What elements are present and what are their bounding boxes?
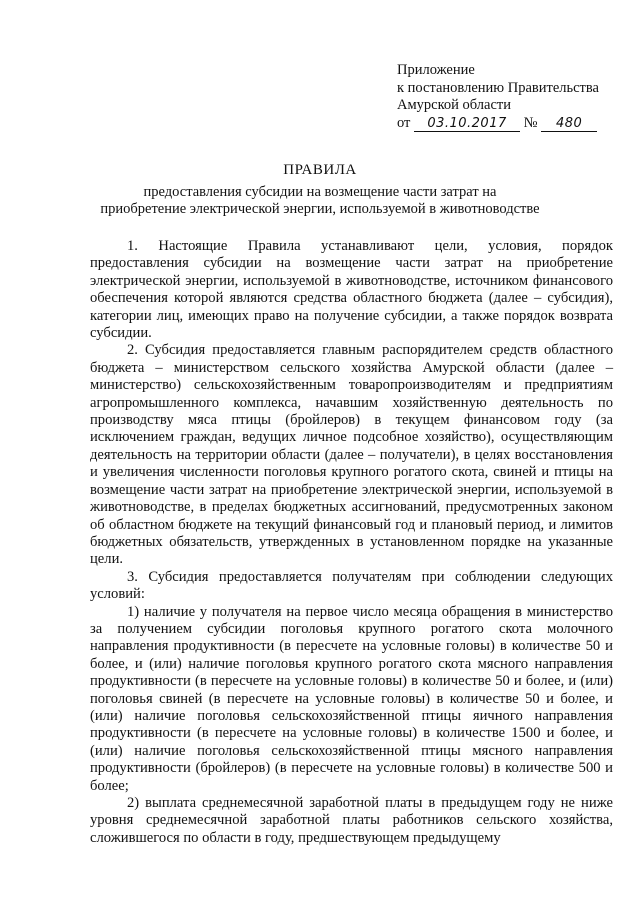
paragraph: 1. Настоящие Правила устанавливают цели, условия, порядок предоставления субсидии на возмещение части затрат на приобретение электрической энергии, используемой в животноводстве, источником финансового обеспечения которой являются средства областного бюджета (далее – субсидия), категории лиц, имеющих право на получение субсидии, а также порядок возврата субсидии. bbox=[90, 238, 613, 342]
document-title: ПРАВИЛА bbox=[283, 162, 357, 178]
document-subtitle: предоставления субсидии на возмещение части затрат на приобретение электрической энергии, используемой в животноводстве bbox=[100, 184, 540, 217]
paragraph: 3. Субсидия предоставляется получателям при соблюдении следующих условий: bbox=[90, 568, 613, 603]
annex-block bbox=[397, 62, 599, 132]
annex-number-sign: № bbox=[523, 114, 538, 131]
paragraph: 2) выплата среднемесячной заработной платы в предыдущем году не ниже уровня среднемесячной заработной платы работников сельского хозяйства, сложившегося по области в году, предшествующем предыдущему bbox=[90, 795, 613, 846]
annex-date-number bbox=[397, 115, 599, 133]
annex-date: 03.10.2017 bbox=[414, 116, 520, 132]
paragraph: 2. Субсидия предоставляется главным распорядителем средств областного бюджета – министерством сельского хозяйства Амурской области (далее – министерство) сельскохозяйственным товаропроизводителям и предприятиям агропромышленного комплекса, начавшим хозяйственную деятельность по производству мяса птицы (бройлеров) в текущем финансовом году (за исключением граждан, ведущих личное подсобное хозяйство), осуществляющим деятельность на территории области (далее – получатели), в целях восстановления и увеличения численности поголовья крупного рогатого скота, свиней и птицы на возмещение части затрат на приобретение электрической энергии, используемой в животноводстве, в пределах бюджетных ассигнований, предусмотренных законом об областном бюджете на текущий финансовый год и плановый период, и лимитов бюджетных обязательств, утвержденных в установленном порядке на указанные цели. bbox=[90, 342, 613, 568]
document-body bbox=[90, 238, 613, 847]
annex-number: 480 bbox=[541, 116, 597, 132]
paragraph: 1) наличие у получателя на первое число месяца обращения в министерство за получением субсидии поголовья крупного рогатого скота молочного направления продуктивности (в пересчете на условные головы) в количестве 50 и более, и (или) наличие поголовья крупного рогатого скота мясного направления продуктивности (в пересчете на условные головы) в количестве 50 и более, и (или) поголовья свиней (в пересчете на условные головы) в количестве 50 и более, и (или) наличие поголовья сельскохозяйственной птицы яичного направления продуктивности (в пересчете на условные головы) в количестве 1500 и более, и (или) наличие поголовья сельскохозяйственной птицы мясного направления продуктивности (бройлеров) (в пересчете на условные головы) в количестве 500 и более; bbox=[90, 603, 613, 794]
annex-reference: к постановлению Правительства bbox=[397, 79, 599, 96]
annex-heading: Приложение bbox=[397, 62, 475, 78]
annex-from-label: от bbox=[397, 114, 411, 131]
annex-region: Амурской области bbox=[397, 97, 511, 113]
